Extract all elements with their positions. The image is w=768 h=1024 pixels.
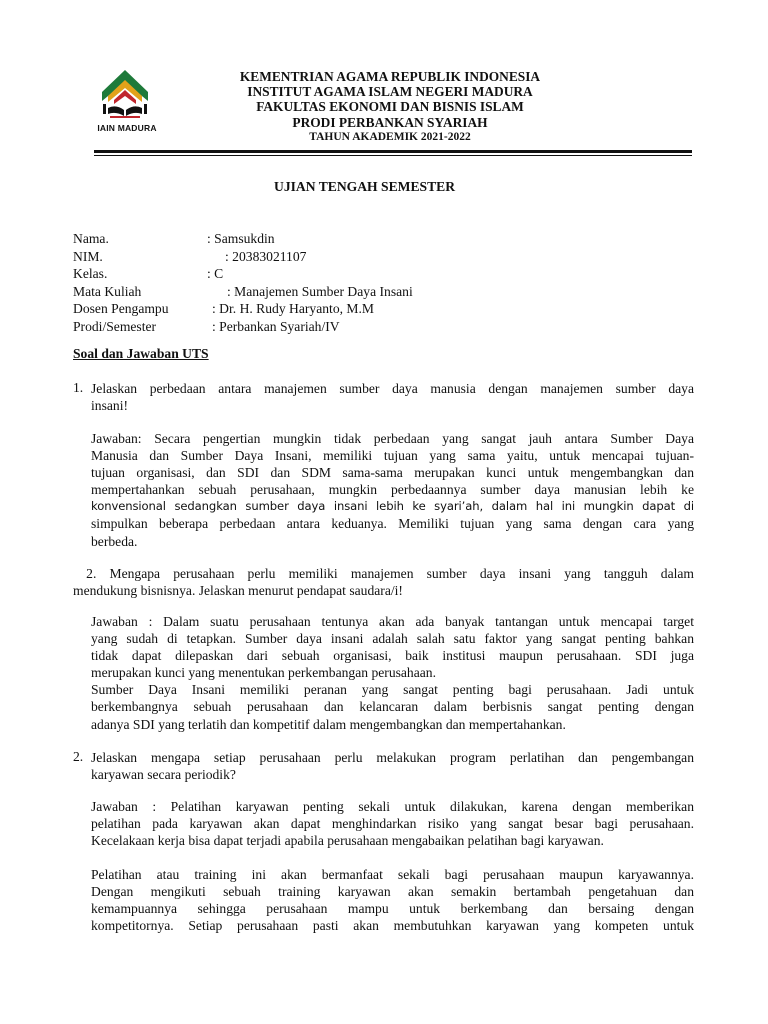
text-line: Sumber Daya Insani memiliki peranan yang sangat penting bagi perusahaan. Jadi untuk xyxy=(91,682,694,698)
logo-caption: IAIN MADURA xyxy=(97,123,157,133)
info-label: NIM. xyxy=(73,248,103,264)
text-line: merupakan kunci yang menentukan perkembangan perusahaan. xyxy=(91,665,436,681)
text-line: pelatihan pada karyawan akan dapat menghindarkan risiko yang sangat besar bagi perusahaan. xyxy=(91,816,694,832)
text-line: kemampuannya sehingga perusahaan mampu untuk berkembang dan bersaing dengan xyxy=(91,901,694,917)
text-line: 2. Mengapa perusahaan perlu memiliki manajemen sumber daya insani yang tangguh dalam xyxy=(73,566,694,581)
text-line: kompetitornya. Setiap perusahaan pasti akan membutuhkan karyawan yang kompeten untuk xyxy=(91,918,694,934)
text-line: tidak dapat dilepaskan dari sebuah organisasi, baik institusi maupun perusahaan. SDI juga xyxy=(91,648,694,664)
text-line: Dengan mengikuti sebuah training karyawan akan semakin bertambah pengetahuan dan xyxy=(91,884,694,900)
letterhead xyxy=(190,69,590,145)
letterhead-line: FAKULTAS EKONOMI DAN BISNIS ISLAM xyxy=(256,99,524,115)
answer-3a xyxy=(91,798,694,849)
answer-2 xyxy=(91,613,694,733)
text-line: insani! xyxy=(91,398,128,414)
text-line: Jelaskan mengapa setiap perusahaan perlu melakukan program perlatihan dan pengembangan xyxy=(91,750,694,765)
text-line: yang sudah di tetapkan. Sumber daya insani adalah salah satu faktor yang sangat penting bahkan xyxy=(91,631,694,647)
text-line: Jawaban : Dalam suatu perusahaan tentunya akan ada banyak tantangan untuk mencapai target xyxy=(91,614,694,629)
text-line: adanya SDI yang terlatih dan kompetitif dalam mengembangkan dan mempertahankan. xyxy=(91,716,566,732)
info-label: Mata Kuliah xyxy=(73,283,142,299)
question-1 xyxy=(91,380,694,414)
text-line: berkembangnya sebuah perusahaan dan kelancaran dalam berbisnis sangat penting dengan xyxy=(91,699,694,715)
info-value: : Dr. H. Rudy Haryanto, M.M xyxy=(212,301,374,316)
info-label: Kelas. xyxy=(73,266,108,281)
letterhead-line: KEMENTRIAN AGAMA REPUBLIK INDONESIA xyxy=(239,69,541,84)
text-line: Pelatihan atau training ini akan bermanfaat sekali bagi perusahaan maupun karyawannya. xyxy=(91,867,694,882)
info-label: Dosen Pengampu xyxy=(73,301,169,316)
info-value: : C xyxy=(207,266,224,281)
text-line: simpulkan beberapa perbedaan antara keduanya. Memiliki tujuan yang sama dengan cara yang xyxy=(91,516,694,532)
header-divider-thin xyxy=(94,155,692,156)
header-divider xyxy=(94,150,692,153)
text-line: mempertahankan sebuah perusahaan, mungkin perbedaannya sumber daya manusian lebih ke xyxy=(91,482,694,498)
exam-title: UJIAN TENGAH SEMESTER xyxy=(274,179,456,194)
info-value: : Manajemen Sumber Daya Insani xyxy=(227,283,413,299)
question-3 xyxy=(91,749,694,783)
info-value: : 20383021107 xyxy=(225,248,307,264)
question-number: 1. xyxy=(73,380,84,395)
letterhead-line: PRODI PERBANKAN SYARIAH xyxy=(292,114,488,130)
text-line: karyawan secara periodik? xyxy=(91,767,236,783)
letterhead-line: INSTITUT AGAMA ISLAM NEGERI MADURA xyxy=(247,84,533,100)
academic-year: TAHUN AKADEMIK 2021-2022 xyxy=(309,130,471,143)
text-line: tujuan organisasi, dan SDI dan SDM sama-sama merupakan kunci untuk mengembangkan dan xyxy=(91,465,694,481)
text-line: Kecelakaan kerja bisa dapat terjadi apabila perusahaan mengabaikan pelatihan bagi karyawan. xyxy=(91,833,604,849)
question-2 xyxy=(73,565,694,599)
text-line: Jawaban : Pelatihan karyawan penting sekali untuk dilakukan, karena dengan memberikan xyxy=(91,799,694,814)
info-label: Prodi/Semester xyxy=(73,318,157,334)
text-line: Jawaban: Secara pengertian mungkin tidak perbedaan yang sangat jauh antara Sumber Daya xyxy=(91,431,694,446)
text-line: konvensional sedangkan sumber daya insani lebih ke syari’ah, dalam hal ini mungkin dapat di xyxy=(91,499,694,514)
section-title: Soal dan Jawaban UTS xyxy=(73,346,209,361)
info-label: Nama. xyxy=(73,231,109,246)
answer-1 xyxy=(91,430,694,550)
question-number: 2. xyxy=(73,749,84,764)
text-line: berbeda. xyxy=(91,533,138,549)
text-line: Jelaskan perbedaan antara manajemen sumber daya manusia dengan manajemen sumber daya xyxy=(91,381,694,396)
info-value: : Perbankan Syariah/IV xyxy=(212,318,340,334)
text-line: Manusia dan Sumber Daya Insani, memiliki tujuan yang sama yaitu, untuk mencapai tujuan- xyxy=(91,448,694,464)
text-line: mendukung bisnisnya. Jelaskan menurut pendapat saudara/i! xyxy=(73,583,403,599)
answer-3b xyxy=(91,866,694,934)
info-value: : Samsukdin xyxy=(207,231,275,246)
